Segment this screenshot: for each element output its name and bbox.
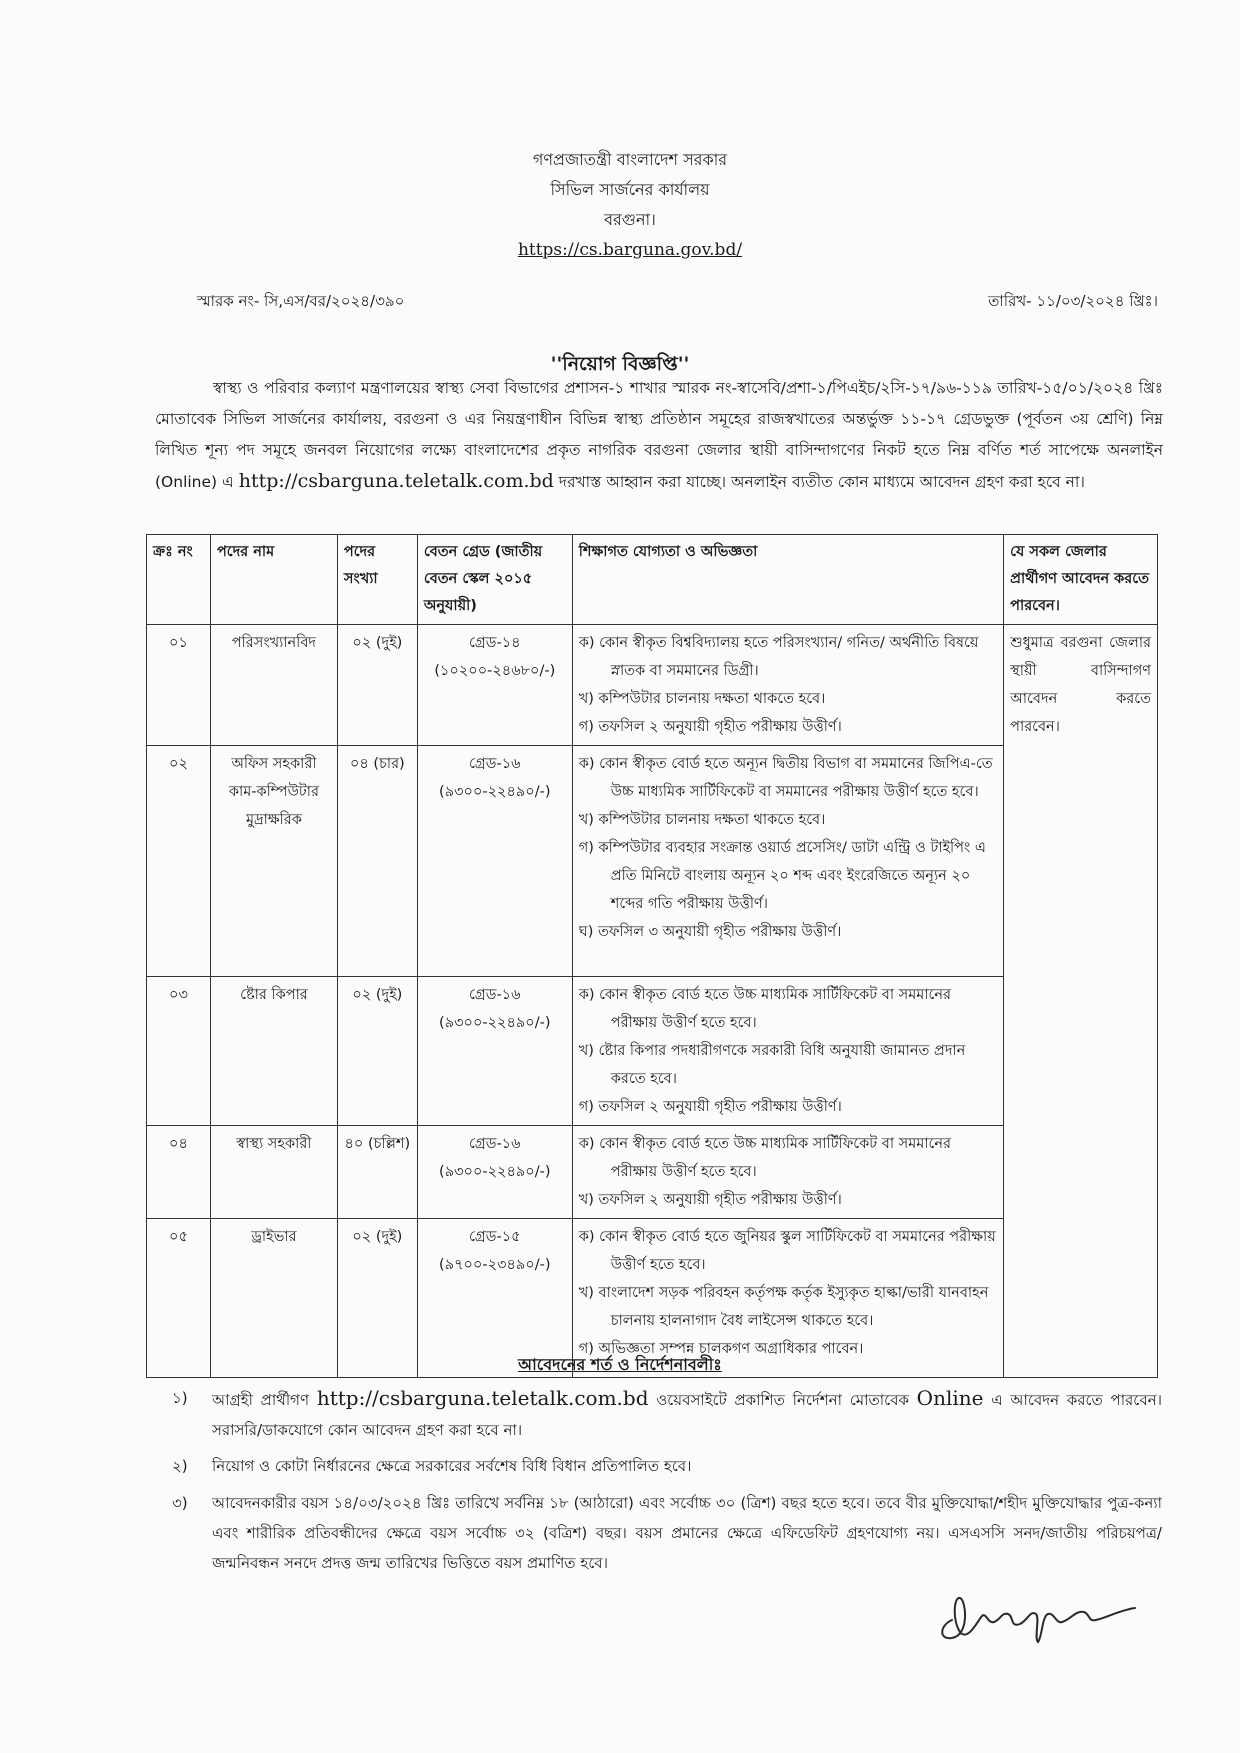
grade-cell (417, 977, 572, 1126)
header-qualification: শিক্ষাগত যোগ্যতা ও অভিজ্ঞতা (572, 535, 1003, 625)
condition-item (172, 1488, 1162, 1578)
qualification-cell (572, 746, 1003, 977)
eligibility-cell: শুধুমাত্র বরগুনা জেলার স্থায়ী বাসিন্দাগণ আবেদন করতে পারবেন। (1004, 625, 1158, 1378)
intro-text: স্বাস্থ্য ও পরিবার কল্যাণ মন্ত্রণালয়ের স্বাস্থ্য সেবা বিভাগের প্রশাসন-১ শাখার স্মারক নং-স্বাসেবি/প্রশা-১/পিএইচ/২সি-১৭/৯৬-১১৯ তারিখ-১৫/০১/২০২৪ খ্রিঃ মোতাবেক সিভিল সার্জনের কার্যালয়, বরগুনা ও এর নিয়ন্ত্রণাধীন বিভিন্ন স্বাস্থ্য প্রতিষ্ঠান সমূহের রাজস্বখাতের অন্তর্ভুক্ত ১১-১৭ গ্রেডভুক্ত (পূর্বতন ৩য় শ্রেণি) নিম্ন লিখিত শূন্য পদ সমূহে জনবল নিয়োগের লক্ষ্যে বাংলাদেশের প্রকৃত নাগরিক বরগুনা জেলার স্থায়ী বাসিন্দাগণের নিকট হতে নিম্ন বর্ণিত শর্ত সাপেক্ষে অনলাইন (Online) এ (155, 379, 1163, 491)
table-row (147, 625, 1158, 746)
header-serial: ক্রঃ নং (147, 535, 211, 625)
condition-text: আগ্রহী প্রার্থীগণ (212, 1391, 310, 1409)
qualification-item: ক) কোন স্বীকৃত বোর্ড হতে উচ্চ মাধ্যমিক সার্টিফিকেট বা সমমানের পরীক্ষায় উত্তীর্ণ হতে হবে। (578, 1136, 952, 1180)
grade-label: গ্রেড-১৬ (469, 756, 521, 772)
serial-cell: ০২ (147, 746, 211, 977)
grade-label: গ্রেড-১৫ (469, 1229, 521, 1245)
condition-text: নিয়োগ ও কোটা নির্ধারনের ক্ষেত্রে সরকারের সর্বশেষ বিধি বিধান প্রতিপালিত হবে। (212, 1457, 692, 1475)
condition-item (172, 1451, 1162, 1481)
grade-label: গ্রেড-১৬ (469, 1136, 521, 1152)
qualification-item: খ) কম্পিউটার চালনায় দক্ষতা থাকতে হবে। (578, 691, 826, 707)
qualification-item: ক) কোন স্বীকৃত বোর্ড হতে উচ্চ মাধ্যমিক সার্টিফিকেট বা সমমানের পরীক্ষায় উত্তীর্ণ হতে হবে। (578, 987, 952, 1031)
pay-scale: (৯৩০০-২২৪৯০/-) (439, 1164, 551, 1180)
post-cell: ষ্টোর কিপার (210, 977, 337, 1126)
grade-cell (417, 746, 572, 977)
office-header (420, 145, 840, 265)
qualification-item: গ) তফসিল ২ অনুযায়ী গৃহীত পরীক্ষায় উত্তীর্ণ। (578, 719, 842, 735)
signature-icon (930, 1580, 1160, 1650)
pay-scale: (৯৭০০-২৩৪৯০/-) (439, 1257, 551, 1273)
qualification-item: ক) কোন স্বীকৃত বিশ্ববিদ্যালয় হতে পরিসংখ্যান/ গনিত/ অর্থনীতি বিষয়ে স্নাতক বা সমমানের ডিগ্রী। (578, 635, 979, 679)
qualification-item: ক) কোন স্বীকৃত বোর্ড হতে অন্যূন দ্বিতীয় বিভাগ বা সমমানের জিপিএ-তে উচ্চ মাধ্যমিক সার্টিফিকেট বা সমমানের পরীক্ষায় উত্তীর্ণ হতে হবে। (578, 756, 993, 800)
grade-label: গ্রেড-১৬ (469, 987, 521, 1003)
condition-number: ১) (172, 1389, 188, 1407)
condition-item (172, 1383, 1162, 1445)
post-cell: ড্রাইভার (210, 1219, 337, 1378)
post-cell: স্বাস্থ্য সহকারী (210, 1126, 337, 1219)
qualification-item: খ) বাংলাদেশ সড়ক পরিবহন কর্তৃপক্ষ কর্তৃক ইস্যুকৃত হাল্কা/ভারী যানবাহন চালনায় হালনাগাদ বৈধ লাইসেন্স থাকতে হবে। (578, 1285, 989, 1329)
notice-date: তারিখ- ১১/০৩/২০২৪ খ্রিঃ। (988, 292, 1158, 310)
qualification-item: গ) কম্পিউটার ব্যবহার সংক্রান্ত ওয়ার্ড প্রসেসিং/ ডাটা এন্ট্রি ও টাইপিং এ প্রতি মিনিটে বাংলায় অন্যূন ২০ শব্দ এবং ইংরেজিতে অন্যূন ২০ শব্দের গতি পরীক্ষায় উত্তীর্ণ। (578, 840, 986, 912)
qualification-cell (572, 977, 1003, 1126)
count-cell: ৪০ (চল্লিশ) (337, 1126, 417, 1219)
office-website-link[interactable]: https://cs.barguna.gov.bd/ (517, 240, 743, 260)
qualification-item: ক) কোন স্বীকৃত বোর্ড হতে জুনিয়র স্কুল সার্টিফিকেট বা সমমানের পরীক্ষায় উত্তীর্ণ হতে হবে। (578, 1229, 996, 1273)
count-cell: ০২ (দুই) (337, 1219, 417, 1378)
post-cell: পরিসংখ্যানবিদ (210, 625, 337, 746)
grade-cell (417, 625, 572, 746)
condition-text: এ আবেদন করতে পারবেন। সরাসরি/ডাকযোগে কোন আবেদন গ্রহণ করা হবে না। (212, 1391, 1162, 1439)
page-title: ''নিয়োগ বিজ্ঞপ্তি'' (550, 353, 690, 375)
qualification-item: গ) তফসিল ২ অনুযায়ী গৃহীত পরীক্ষায় উত্তীর্ণ। (578, 1099, 842, 1115)
post-cell: অফিস সহকারী কাম-কম্পিউটার মুদ্রাক্ষরিক (210, 746, 337, 977)
condition-text: আবেদনকারীর বয়স ১৪/০৩/২০২৪ খ্রিঃ তারিখে সর্বনিম্ন ১৮ (আঠারো) এবং সর্বোচ্চ ৩০ (ত্রিশ) বছর হতে হবে। তবে বীর মুক্তিযোদ্ধা/শহীদ মুক্তিযোদ্ধার পুত্র-কন্যা এবং শারীরিক প্রতিবন্ধীদের ক্ষেত্রে বয়স সর্বোচ্চ ৩২ (বত্রিশ) বছর। বয়স প্রমানের ক্ষেত্রে এফিডেফিট গ্রহণযোগ্য নয়। এসএসসি সনদ/জাতীয় পরিচয়পত্র/জন্মনিবন্ধন সনদে প্রদত্ত জন্ম তারিখের ভিত্তিতে বয়স প্রমাণিত হবে। (212, 1494, 1162, 1572)
serial-cell: ০৪ (147, 1126, 211, 1219)
header-grade: বেতন গ্রেড (জাতীয় বেতন স্কেল ২০১৫ অনুযায়ী) (417, 535, 572, 625)
header-post: পদের নাম (210, 535, 337, 625)
grade-cell (417, 1126, 572, 1219)
serial-cell: ০১ (147, 625, 211, 746)
qualification-cell (572, 625, 1003, 746)
serial-cell: ০৫ (147, 1219, 211, 1378)
header-eligible-district: যে সকল জেলার প্রার্থীগণ আবেদন করতে পারবেন। (1004, 535, 1158, 625)
table-header-row (147, 535, 1158, 625)
pay-scale: (৯৩০০-২২৪৯০/-) (439, 784, 551, 800)
condition-number: ২) (172, 1457, 188, 1475)
grade-label: গ্রেড-১৪ (469, 635, 521, 651)
condition-text: ওয়েবসাইটে প্রকাশিত নির্দেশনা মোতাবেক (656, 1391, 909, 1409)
count-cell: ০২ (দুই) (337, 977, 417, 1126)
vacancy-table (146, 534, 1158, 1378)
pay-scale: (৯৩০০-২২৪৯০/-) (439, 1015, 551, 1031)
application-site-link[interactable]: http://csbarguna.teletalk.com.bd (316, 1386, 649, 1410)
office-name: সিভিল সার্জনের কার্যালয় (550, 180, 710, 199)
qualification-item: খ) তফসিল ২ অনুযায়ী গৃহীত পরীক্ষায় উত্তীর্ণ। (578, 1192, 842, 1208)
qualification-item: ঘ) তফসিল ৩ অনুযায়ী গৃহীত পরীক্ষায় উত্তীর্ণ। (578, 924, 842, 940)
qualification-item: গ) অভিজ্ঞতা সম্পন্ন চালকগণ অগ্রাধিকার পাবেন। (578, 1341, 864, 1357)
count-cell: ০৪ (চার) (337, 746, 417, 977)
qualification-item: খ) ষ্টোর কিপার পদধারীগণকে সরকারী বিধি অনুযায়ী জামানত প্রদান করতে হবে। (578, 1043, 966, 1087)
application-site-link[interactable]: http://csbarguna.teletalk.com.bd (238, 470, 554, 492)
qualification-cell (572, 1126, 1003, 1219)
office-location: বরগুনা। (604, 210, 656, 229)
memo-number: স্মারক নং- সি,এস/বর/২০২৪/৩৯০ (197, 292, 405, 310)
conditions-title: আবেদনের শর্ত ও নির্দেশনাবলীঃ (518, 1355, 722, 1374)
pay-scale: (১০২০০-২৪৬৮০/-) (434, 663, 556, 679)
serial-cell: ০৩ (147, 977, 211, 1126)
qualification-item: খ) কম্পিউটার চালনায় দক্ষতা থাকতে হবে। (578, 812, 826, 828)
online-label: Online (916, 1386, 984, 1410)
intro-paragraph (155, 373, 1163, 498)
condition-number: ৩) (172, 1494, 188, 1512)
intro-text-end: দরখাস্ত আহ্বান করা যাচ্ছে। অনলাইন ব্যতীত কোন মাধ্যমে আবেদন গ্রহণ করা হবে না। (558, 473, 1085, 491)
header-count: পদের সংখ্যা (337, 535, 417, 625)
government-name: গণপ্রজাতন্ত্রী বাংলাদেশ সরকার (532, 150, 728, 169)
count-cell: ০২ (দুই) (337, 625, 417, 746)
